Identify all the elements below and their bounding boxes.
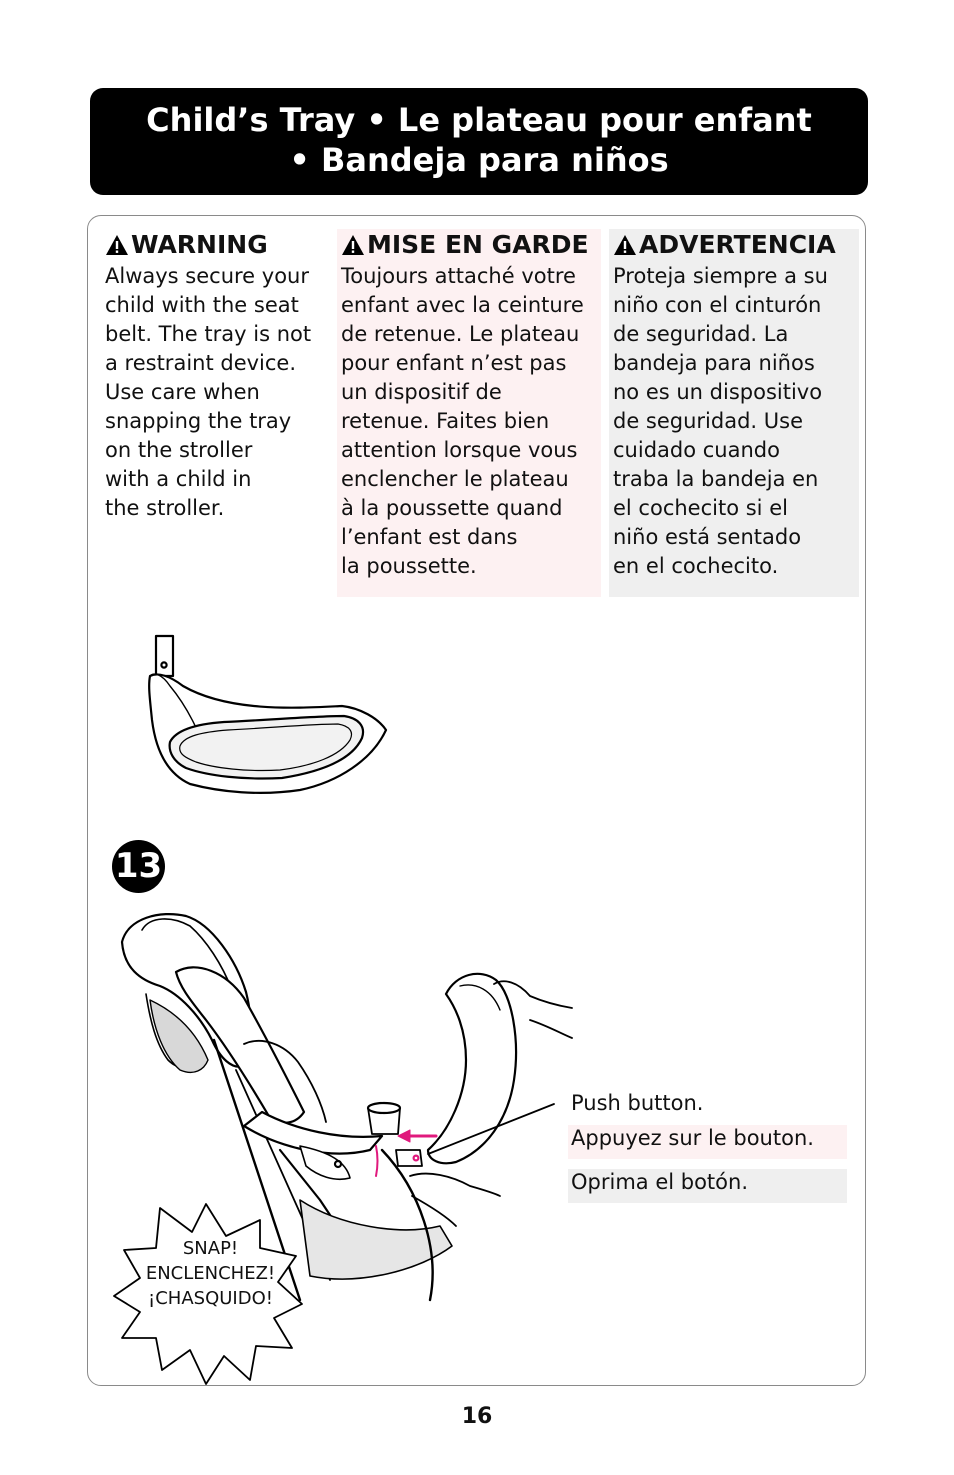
warning-line: attention lorsque vous: [341, 438, 578, 462]
warning-line: de retenue. Le plateau: [341, 322, 580, 346]
snap-line: ¡CHASQUIDO!: [148, 1288, 273, 1309]
section-title-line-1: Child’s Tray • Le plateau pour enfant: [146, 101, 812, 139]
warning-line: the stroller.: [105, 496, 225, 520]
warning-line: en el cochecito.: [613, 554, 779, 578]
callout-english: Push button.: [571, 1091, 704, 1115]
warning-heading-text: WARNING: [131, 230, 268, 259]
warning-line: Always secure your: [105, 264, 309, 288]
warning-line: Toujours attaché votre: [341, 264, 576, 288]
warning-line: de seguridad. Use: [613, 409, 804, 433]
step-number-badge: 13: [112, 840, 165, 893]
warning-line: enfant avec la ceinture: [341, 293, 584, 317]
warning-line: l’enfant est dans: [341, 525, 518, 549]
warning-line: with a child in: [105, 467, 252, 491]
warning-line: no es un dispositivo: [613, 380, 823, 404]
snap-line: SNAP!: [182, 1238, 239, 1259]
warning-heading-text: ADVERTENCIA: [639, 230, 836, 259]
child-tray-illustration: [149, 636, 386, 793]
warning-line: traba la bandeja en: [613, 467, 819, 491]
warning-line: a restraint device.: [105, 351, 297, 375]
warning-line: niño está sentado: [613, 525, 802, 549]
warning-line: niño con el cinturón: [613, 293, 822, 317]
warning-line: un dispositif de: [341, 380, 502, 404]
callout-spanish: Oprima el botón.: [568, 1169, 847, 1203]
snap-label: [128, 1236, 293, 1311]
page-number: 16: [461, 1404, 493, 1429]
warning-line: cuidado cuando: [613, 438, 780, 462]
warning-line: à la poussette quand: [341, 496, 563, 520]
warning-line: belt. The tray is not: [105, 322, 312, 346]
warning-line: on the stroller: [105, 438, 253, 462]
warning-line: la poussette.: [341, 554, 477, 578]
warning-line: bandeja para niños: [613, 351, 815, 375]
warning-line: child with the seat: [105, 293, 299, 317]
warning-line: pour enfant n’est pas: [341, 351, 567, 375]
warning-line: Use care when: [105, 380, 260, 404]
warning-line: el cochecito si el: [613, 496, 788, 520]
warning-heading-text: MISE EN GARDE: [367, 230, 589, 259]
warning-line: Proteja siempre a su: [613, 264, 828, 288]
snap-line: ENCLENCHEZ!: [145, 1263, 276, 1284]
callout-french: Appuyez sur le bouton.: [568, 1125, 847, 1159]
section-title-line-2: • Bandeja para niños: [289, 141, 669, 179]
warning-line: enclencher le plateau: [341, 467, 569, 491]
warning-line: snapping the tray: [105, 409, 292, 433]
warning-line: retenue. Faites bien: [341, 409, 550, 433]
warning-line: de seguridad. La: [613, 322, 789, 346]
